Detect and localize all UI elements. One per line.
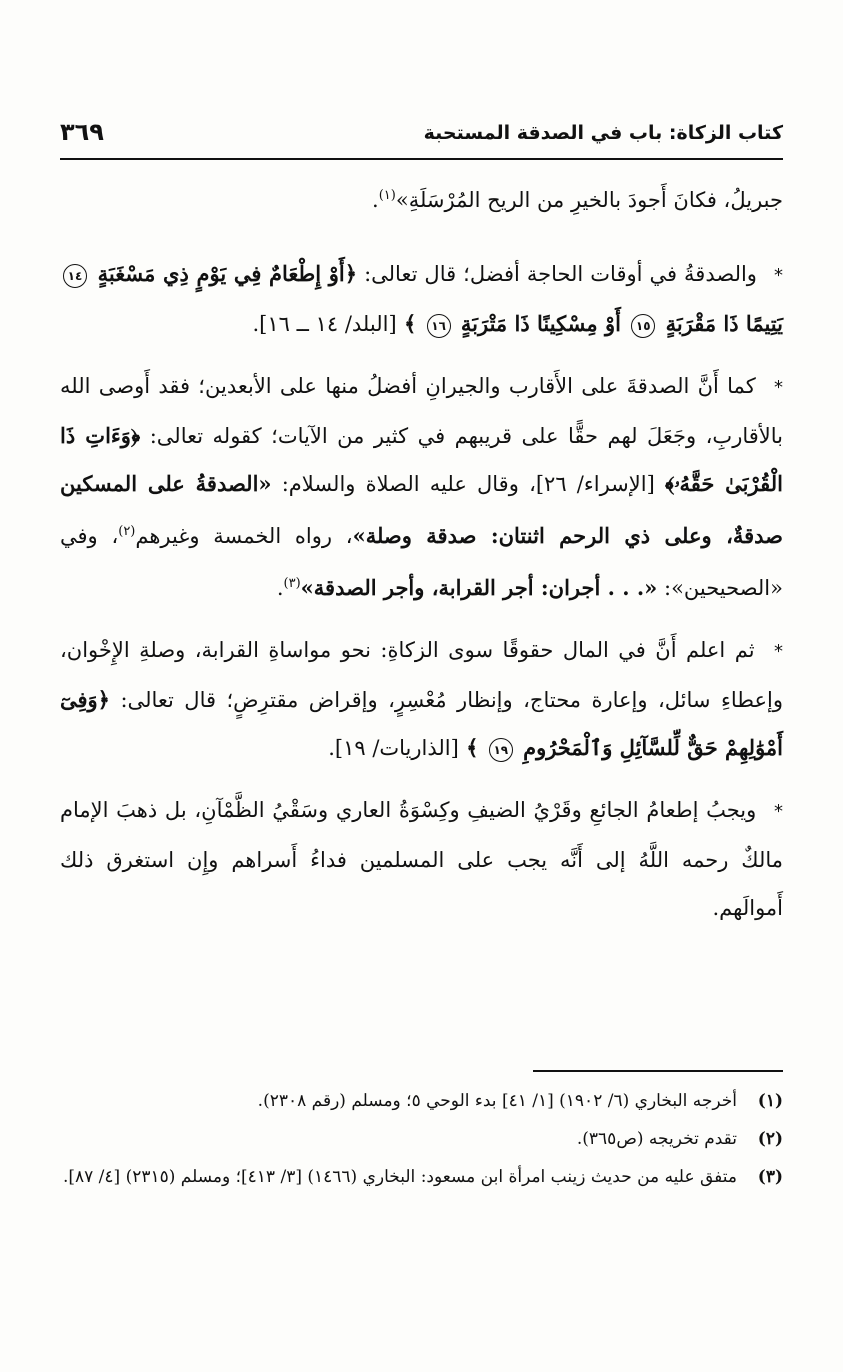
paragraph-2 xyxy=(60,250,783,348)
surah-reference: [البلد/ ١٤ ــ ١٦]. xyxy=(252,312,397,336)
paragraph-3 xyxy=(60,362,783,612)
footnote-divider xyxy=(533,1070,783,1072)
running-title: كتاب الزكاة: باب في الصدقة المستحبة xyxy=(423,122,783,144)
page-number: ٣٦٩ xyxy=(60,118,104,146)
page-header xyxy=(60,118,783,160)
paragraph-text: ، رواه الخمسة وغيرهم xyxy=(135,524,353,548)
footnote-item xyxy=(60,1082,783,1120)
footnote-number: (٢) xyxy=(757,1129,783,1149)
paragraph-text: ثم اعلم أَنَّ في المال حقوقًا سوى الزكاةِ: نحو مواساةِ القرابة، وصلةِ الإِخْوان، وإعطاءِ سائل، وإعارة محتاج، وإنظار مُعْسِرٍ، وإقراض مقترِضٍ؛ قال تعالى: xyxy=(60,638,783,712)
quran-text: يَتِيمًا ذَا مَقْرَبَةٍ xyxy=(665,311,783,336)
quran-verse: ﴿وَءَاتِ ذَا الْقُرْبَىٰ حَقَّهُۥ﴾ xyxy=(60,423,783,496)
footnote-ref: (١) xyxy=(378,188,396,203)
footnote-text: متفق عليه من حديث زينب امرأة ابن مسعود: البخاري (١٤٦٦) [٣/ ٤١٣]؛ ومسلم (٢٣١٥) [٤/ ٨٧]. xyxy=(62,1167,737,1187)
quran-text: ﴿وَفِىٓ أَمْوَٰلِهِمْ حَقٌّ لِّلسَّآئِلِ وَٱلْمَحْرُومِ xyxy=(60,687,783,760)
ayah-number-marker: ١٥ xyxy=(631,314,655,338)
footnote-text: أخرجه البخاري (٦/ ١٩٠٢) [١/ ٤١] بدء الوحي ٥؛ ومسلم (رقم ٢٣٠٨). xyxy=(257,1091,737,1111)
footnote-item xyxy=(60,1158,783,1196)
ayah-number-marker: ١٩ xyxy=(489,738,513,762)
paragraph-5 xyxy=(60,786,783,932)
quran-bracket: ﴾ xyxy=(466,735,479,760)
star-bullet: * xyxy=(773,265,783,286)
hadith-quote: «الصدقةُ على المسكين صدقةٌ، وعلى ذي الرحم اثنتان: صدقة وصلة» xyxy=(60,471,784,548)
surah-reference: [الإسراء/ ٢٦]، xyxy=(529,472,655,496)
star-bullet: * xyxy=(774,641,783,662)
ayah-number-marker: ١٦ xyxy=(427,314,451,338)
paragraph-text: ، وفي «الصحيحين»: xyxy=(60,524,783,600)
paragraph-text: كما أَنَّ الصدقةَ على الأَقارب والجيرانِ أفضلُ منها على الأبعدين؛ فقد أَوصى الله بالأقاربِ، وجَعَلَ لهم حقًّا على قريبهم في كثير من الآيات؛ كقوله تعالى: xyxy=(60,374,783,448)
star-bullet: * xyxy=(774,377,783,398)
punctuation: . xyxy=(372,188,379,212)
footnote-number: (٣) xyxy=(757,1167,783,1187)
quran-bracket: ﴾ xyxy=(403,311,417,336)
footnote-text: تقدم تخريجه (ص٣٦٥). xyxy=(576,1129,737,1149)
paragraph-text: والصدقةُ في أوقات الحاجة أفضل؛ قال تعالى: xyxy=(364,262,757,286)
main-text xyxy=(60,172,783,946)
ayah-number-marker: ١٤ xyxy=(63,264,87,288)
footnote-ref: (٣) xyxy=(283,576,301,591)
footnote-number: (١) xyxy=(757,1091,783,1111)
paragraph-4 xyxy=(60,626,783,772)
surah-reference: [الذاريات/ ١٩]. xyxy=(328,736,459,760)
paragraph-text: وقال عليه الصلاة والسلام: xyxy=(281,472,519,496)
paragraph-text: جبريلُ، فكانَ أَجودَ بالخيرِ من الريح المُرْسَلَةِ» xyxy=(395,188,783,212)
punctuation: . xyxy=(276,576,284,600)
quran-text: أَوْ مِسْكِينًا ذَا مَتْرَبَةٍ xyxy=(460,311,621,336)
footnote-item xyxy=(60,1120,783,1158)
hadith-quote: «. . . أجران: أجر القرابة، وأجر الصدقة» xyxy=(300,575,658,600)
paragraph-1 xyxy=(60,172,783,224)
star-bullet: * xyxy=(774,801,783,822)
footnotes xyxy=(60,1082,783,1196)
footnote-ref: (٢) xyxy=(118,524,136,539)
quran-text: ﴿أَوْ إِطْعَامٌ فِي يَوْمٍ ذِي مَسْغَبَةٍ xyxy=(97,261,358,286)
paragraph-text: ويجبُ إطعامُ الجائعِ وقَرْيُ الضيفِ وكِسْوَةُ العاري وسَقْيُ الظَّمْآنِ، بل ذهبَ الإمام مالكٌ رحمه اللَّهُ إلى أَنَّه يجب على المسلمين فداءُ أَسراهم وإِن استغرق ذلك أَموالَهم. xyxy=(60,798,783,920)
